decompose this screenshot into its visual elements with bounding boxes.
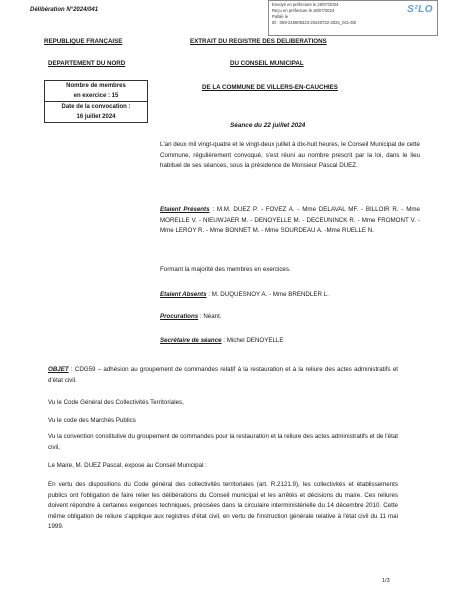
convocation-date: 16 juillet 2024	[76, 114, 116, 120]
commune-heading: DE LA COMMUNE DE VILLERS-EN-CAUCHIES	[202, 84, 338, 91]
presents-label: Etaient Présents	[160, 206, 210, 213]
body-paragraph: En vertu des dispositions du Code général des collectivités territoriales (art. R.2121.9), les collectivités et établissements publics ont l'obligation de faire relier les délibérations du Conseil municipal et les arrêtés et décisions du maire. Ces reliures doivent répondre à certaines exigences techniques, précisées dans la circulaire interministérielle du 14 décembre 2010. Cette même obligation de reliure s'applique aux registres d'état civil, en vertu de l'instruction générale relative à l'état civil du 11 mai 1999.	[48, 481, 398, 530]
procurations-paragraph	[160, 312, 420, 323]
conseil-heading: DU CONSEIL MUNICIPAL	[230, 60, 304, 67]
s2lo-logo: S²LO	[407, 4, 433, 15]
prefecture-stamp	[268, 0, 438, 36]
intro-paragraph: L'an deux mil vingt-quatre et le vingt-deux juillet à dix-huit heures, le Conseil Municipal de cette Commune, régulièrement convoqué, s'est réuni au nombre prescrit par la loi, dans le lieu habituel de ses séances, sous la présidence de Monsieur Pascal DUEZ.	[160, 141, 420, 169]
objet-text: : CDG59 – adhésion au groupement de commandes relatif à la restauration et à la reliure des actes administratifs et d'état civil.	[48, 366, 398, 384]
deliberation-number: Délibération N°2024/041	[30, 7, 99, 13]
presents-list: : M.M. DUEZ P. - FOVEZ A. - Mme DELAVAL MF. - BILLOIR R. - Mme MORELLE V. - NIEUWJAER M. - DENOYELLE M. - DECEUNINCK R. - Mme FROMONT V. - Mme LEROY R. - Mme BONNET M. - Mme SOURDEAU A. -Mme RUELLE N.	[160, 206, 420, 234]
presents-paragraph	[160, 205, 420, 237]
vu-convention: Vu la convention constitutive du groupement de commandes pour la restauration et la reliure des actes administratifs et de l'état civil,	[48, 433, 398, 451]
extrait-heading: EXTRAIT DU REGISTRE DES DELIBERATIONS	[190, 38, 327, 45]
membres-label: Nombre de membres	[66, 83, 126, 89]
republique-heading: REPUBLIQUE FRANÇAISE	[44, 38, 123, 45]
vu-cgct: Vu le Code Général des Collectivités Territoriales,	[48, 399, 184, 406]
stamp-line: Reçu en préfecture le 26/07/2024	[272, 8, 335, 13]
stamp-line: ID : 059-215906323-20240722-2024_041-DE	[272, 20, 357, 25]
maire-expose: Le Maire, M. DUEZ Pascal, expose au Conseil Municipal :	[48, 462, 207, 469]
departement-heading: DEPARTEMENT DU NORD	[48, 60, 126, 67]
absents-paragraph	[160, 290, 420, 301]
absents-label: Etaient Absents	[160, 291, 207, 298]
secretaire-label: Secrétaire de séance	[160, 337, 222, 344]
procurations-value: : Néant.	[198, 313, 222, 320]
objet-label: OBJET	[48, 366, 69, 373]
majorite-text: Formant la majorité des membres en exercices.	[160, 266, 291, 273]
convocation-label: Date de la convocation :	[45, 101, 147, 112]
procurations-label: Procurations	[160, 313, 199, 320]
objet-paragraph	[48, 365, 398, 386]
secretaire-paragraph	[160, 336, 420, 347]
page-number: 1/3	[382, 578, 390, 584]
seance-date: Séance du 22 juillet 2024	[230, 122, 306, 129]
stamp-line: Envoyé en préfecture le 26/07/2024	[272, 2, 339, 7]
membres-exercice: en exercice : 15	[73, 93, 119, 99]
vu-marches: Vu le code des Marchés Publics	[48, 417, 136, 424]
info-box	[44, 80, 148, 123]
secretaire-value: : Michel DENOYELLE	[221, 337, 284, 344]
stamp-line: Publié le	[272, 14, 289, 19]
absents-list: : M. DUQUESNOY A. - Mme BRENDLER L.	[206, 291, 329, 298]
